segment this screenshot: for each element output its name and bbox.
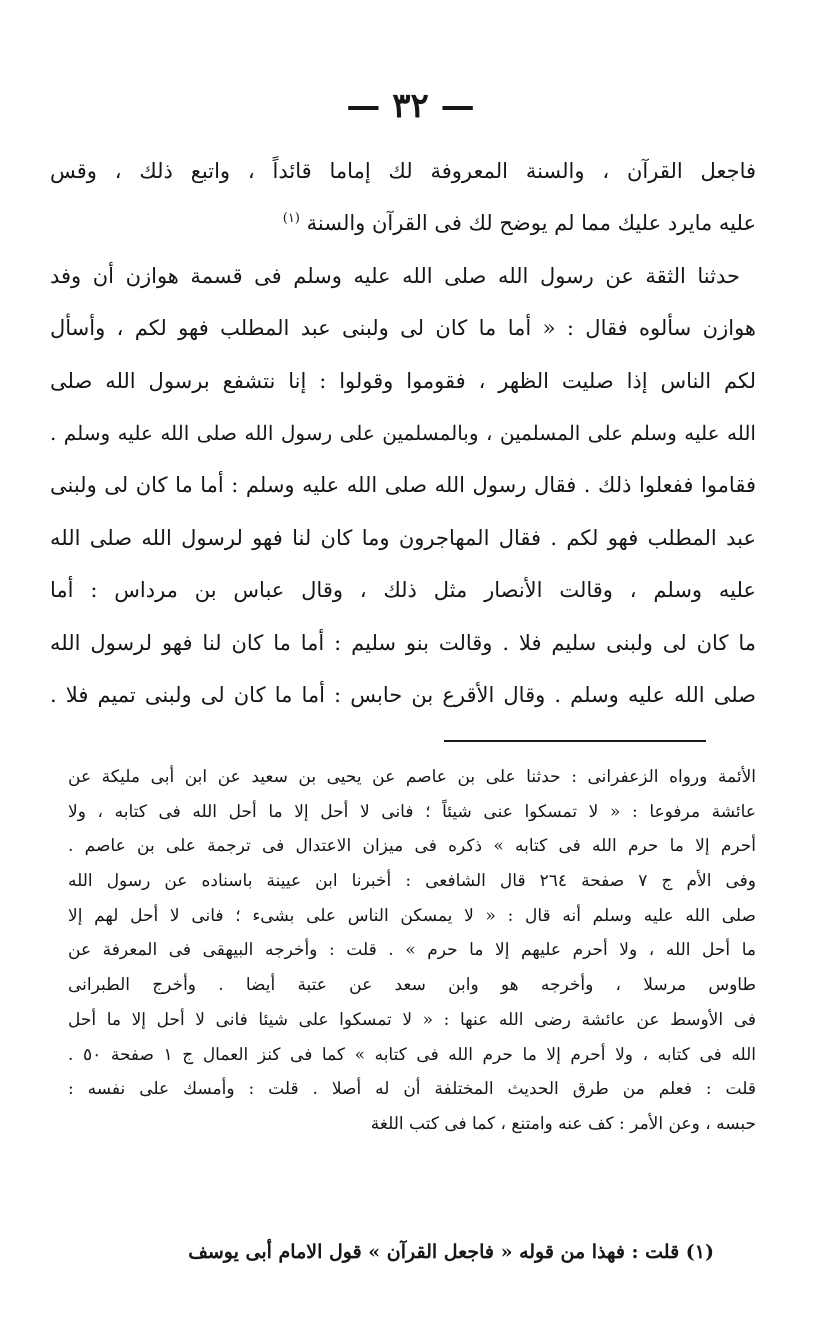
page-number: — ٣٢ —	[346, 86, 475, 126]
main-line-with-footnote	[50, 197, 756, 249]
note-line: حبسه ، وعن الأمر : كف عنه وامتنع ، كما فى كتب اللغة	[370, 1113, 756, 1134]
note-line: ما أحل الله ، ولا أحرم عليهم إلا ما حرم » . قلت : وأخرجه البيهقى فى المعرفة عن	[68, 940, 756, 961]
note-line: طاوس مرسلا ، وأخرجه هو وابن سعد عن عتبة أيضا . وأخرج الطبرانى	[68, 975, 756, 996]
main-line: عليه وسلم ، وقالت الأنصار مثل ذلك ، وقال عباس بن مرداس : أما	[50, 578, 756, 603]
main-line: ما كان لى ولبنى سليم فلا . وقالت بنو سليم : أما ما كان لنا فهو لرسول الله	[50, 630, 756, 655]
main-line: حدثنا الثقة عن رسول الله صلى الله عليه وسلم فى قسمة هوازن أن وفد	[50, 263, 740, 288]
footnote-divider	[444, 740, 706, 742]
main-line: فاجعل القرآن ، والسنة المعروفة لك إماما قائداً ، واتبع ذلك ، وقس	[50, 159, 756, 183]
note-line: عائشة مرفوعا : « لا تمسكوا عنى شيئاً ؛ فانى لا أحل إلا ما أحل الله فى كتابه ، ولا	[68, 801, 756, 822]
note-line: صلى الله عليه وسلم أنه قال : « لا يمسكن الناس على بشىء ؛ فانى لا أحل لهم إلا	[68, 905, 756, 926]
note-line: الأئمة ورواه الزعفرانى : حدثنا على بن عاصم عن يحيى بن سعيد عن ابن أبى مليكة عن	[68, 767, 756, 787]
note-line: أحرم إلا ما حرم الله فى كتابه » ذكره فى ميزان الاعتدال فى ترجمة على بن عاصم .	[68, 836, 756, 857]
main-line: الله عليه وسلم على المسلمين ، وبالمسلمين على رسول الله صلى الله عليه وسلم .	[50, 420, 756, 445]
main-line: لكم الناس إذا صليت الظهر ، فقوموا وقولوا : إنا نتشفع برسول الله صلى	[50, 368, 756, 393]
footnotes	[68, 760, 756, 1142]
note-line: فى الأوسط عن عائشة رضى الله عنها : « لا تمسكوا على شيئا فانى لا أحل إلا ما أحل	[68, 1009, 756, 1030]
main-line: عبد المطلب فهو لكم . فقال المهاجرون وما كان لنا فهو لرسول الله صلى الله	[50, 525, 756, 550]
main-line: صلى الله عليه وسلم . وقال الأقرع بن حابس : أما ما كان لى ولبنى تميم فلا .	[50, 682, 756, 707]
main-line: فقاموا ففعلوا ذلك . فقال رسول الله صلى الله عليه وسلم : أما ما كان لى ولبنى	[50, 473, 756, 498]
main-line: هوازن سألوه فقال : « أما ما كان لى ولبنى عبد المطلب فهو لكم ، وأسأل	[50, 316, 756, 341]
main-text	[50, 145, 756, 721]
note-line: الله فى كتابه ، ولا أحرم إلا ما حرم الله فى كتابه » كما فى كنز العمال ج ١ صفحة ٥٠ .	[68, 1044, 756, 1065]
footnote-marker: (١)	[282, 211, 300, 227]
note-line: قلت : فعلم من طرق الحديث المختلفة أن له أصلا . قلت : وأمسك على نفسه :	[68, 1079, 756, 1100]
main-line-text: عليه مايرد عليك مما لم يوضح لك فى القرآن والسنة	[306, 211, 756, 236]
footnote-1: (١) قلت : فهذا من قوله « فاجعل القرآن » قول الامام أبى يوسف	[188, 1241, 714, 1263]
note-line: وفى الأم ج ٧ صفحة ٢٦٤ قال الشافعى : أخبرنا ابن عيينة باسناده عن رسول الله	[68, 871, 756, 892]
